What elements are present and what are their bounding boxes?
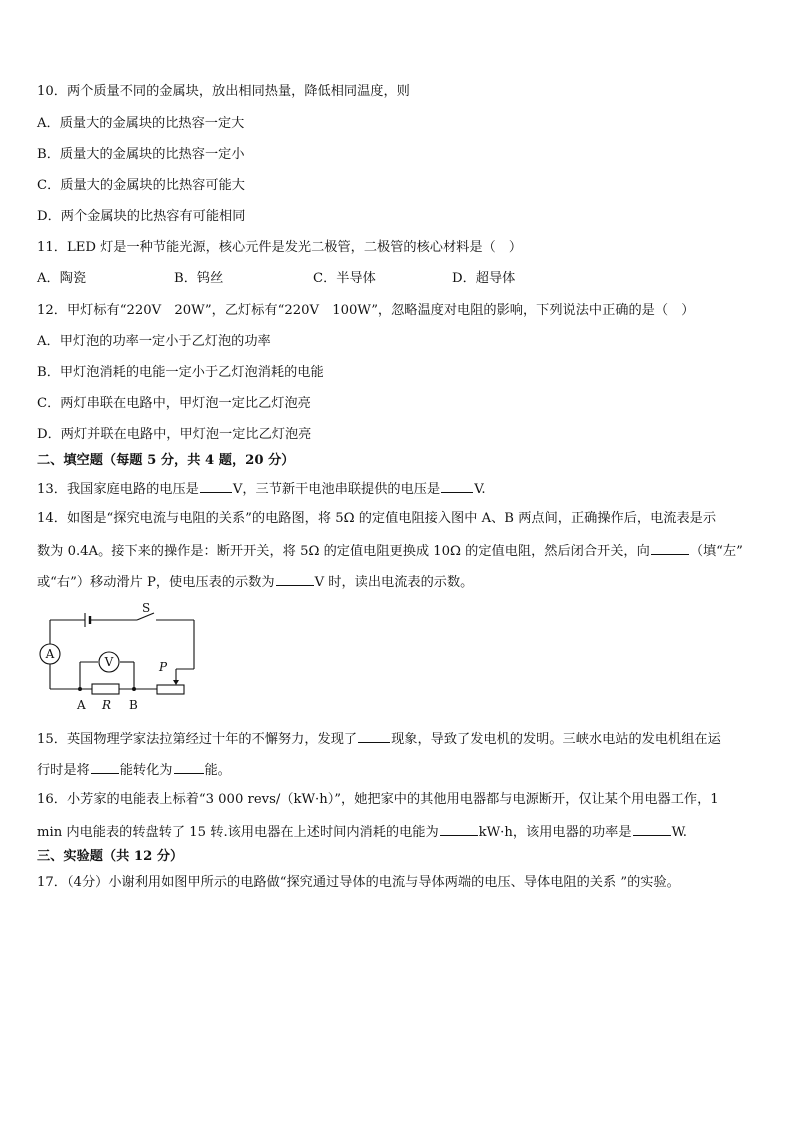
ammeter-label: A (45, 647, 55, 661)
section-3-heading: 三、实验题（共 12 分） (37, 849, 184, 864)
q15-text-1a: 15．英国物理学家法拉第经过十年的不懈努力，发现了 (37, 732, 358, 747)
q13-text-b: V，三节新干电池串联提供的电压是 (232, 482, 441, 497)
q13-text-a: 13．我国家庭电路的电压是 (37, 482, 199, 497)
q14-text-3a: 或“右”）移动滑片 P，使电压表的示数为 (37, 575, 275, 590)
section-2-heading: 二、填空题（每题 5 分，共 4 题，20 分） (37, 453, 295, 468)
q10-stem: 10．两个质量不同的金属块，放出相同热量，降低相同温度，则 (37, 84, 410, 99)
q14-line-2 (37, 541, 743, 561)
q15-line-2 (37, 760, 231, 780)
q12-stem: 12．甲灯标有“220V 20W”，乙灯标有“220V 100W”，忽略温度对电阻的影响，下列说法中正确的是（ ） (37, 303, 695, 318)
q16-line-2 (37, 822, 687, 842)
q15-text-1b: 现象，导致了发电机的发明。三峡水电站的发电机组在运 (391, 732, 721, 747)
point-b-label: B (129, 698, 138, 712)
q12-option-d: D．两灯并联在电路中，甲灯泡一定比乙灯泡亮 (37, 427, 312, 442)
q16-blank-power[interactable] (633, 822, 671, 836)
circuit-diagram (37, 600, 207, 715)
resistor-label: R (102, 698, 112, 712)
resistor-symbol (92, 684, 119, 694)
q16-text-2b: kW·h，该用电器的功率是 (478, 825, 632, 840)
q16-text-2a: min 内电能表的转盘转了 15 转.该用电器在上述时间内消耗的电能为 (37, 825, 439, 840)
q14-text-3b: V 时，读出电流表的示数。 (314, 575, 474, 590)
q11-option-a: A．陶瓷 (37, 271, 87, 286)
q14-text-2a: 数为 0.4A。接下来的操作是：断开开关，将 5Ω 的定值电阻更换成 10Ω 的定值电阻，然后闭合开关，向 (37, 544, 650, 559)
q10-option-c: C．质量大的金属块的比热容可能大 (37, 178, 245, 193)
q15-text-2b: 能转化为 (119, 763, 173, 778)
q13-text-c: V. (474, 482, 486, 497)
q16-text-2c: W. (671, 825, 688, 840)
q15-line-1 (37, 729, 721, 749)
voltmeter-label: V (104, 655, 114, 669)
junction-a-dot (78, 687, 82, 691)
q13-line (37, 479, 486, 499)
q13-blank-1[interactable] (200, 479, 232, 493)
q11-option-c: C．半导体 (313, 271, 376, 286)
q15-blank-energy-1[interactable] (91, 760, 119, 774)
q15-text-2c: 能。 (204, 763, 231, 778)
point-a-label: A (77, 698, 86, 712)
q15-blank-phenomenon[interactable] (358, 729, 390, 743)
q16-blank-energy[interactable] (440, 822, 478, 836)
switch-label: S (142, 601, 151, 615)
q14-blank-direction[interactable] (651, 541, 689, 555)
q16-line-1: 16．小芳家的电能表上标着“3 000 revs/（kW·h）”，她把家中的其他用电器都与电源断开，仅让某个用电器工作，1 (37, 792, 719, 807)
q11-option-b: B．钨丝 (174, 271, 224, 286)
q12-option-b: B．甲灯泡消耗的电能一定小于乙灯泡消耗的电能 (37, 365, 324, 380)
slider-label: P (159, 660, 168, 674)
q14-text-2b: （填“左” (689, 544, 743, 559)
q14-line-1: 14．如图是“探究电流与电阻的关系”的电路图，将 5Ω 的定值电阻接入图中 A、B 两点间，正确操作后，电流表是示 (37, 511, 717, 526)
q11-stem: 11．LED 灯是一种节能光源，核心元件是发光二极管，二极管的核心材料是（ ） (37, 240, 523, 255)
q10-option-d: D．两个金属块的比热容有可能相同 (37, 209, 246, 224)
q10-option-a: A．质量大的金属块的比热容一定大 (37, 116, 245, 131)
q15-blank-energy-2[interactable] (174, 760, 204, 774)
rheostat-symbol (157, 685, 184, 694)
q12-option-c: C．两灯串联在电路中，甲灯泡一定比乙灯泡亮 (37, 396, 311, 411)
q10-option-b: B．质量大的金属块的比热容一定小 (37, 147, 245, 162)
q14-blank-voltage[interactable] (276, 572, 314, 586)
q14-line-3 (37, 572, 473, 592)
q13-blank-2[interactable] (441, 479, 473, 493)
junction-b-dot (132, 687, 136, 691)
q12-option-a: A．甲灯泡的功率一定小于乙灯泡的功率 (37, 334, 271, 349)
q11-option-d: D．超导体 (452, 271, 516, 286)
q17-stem: 17．（4分）小谢利用如图甲所示的电路做“探究通过导体的电流与导体两端的电压、导体电阻的关系 ”的实验。 (37, 875, 680, 890)
q15-text-2a: 行时是将 (37, 763, 90, 778)
